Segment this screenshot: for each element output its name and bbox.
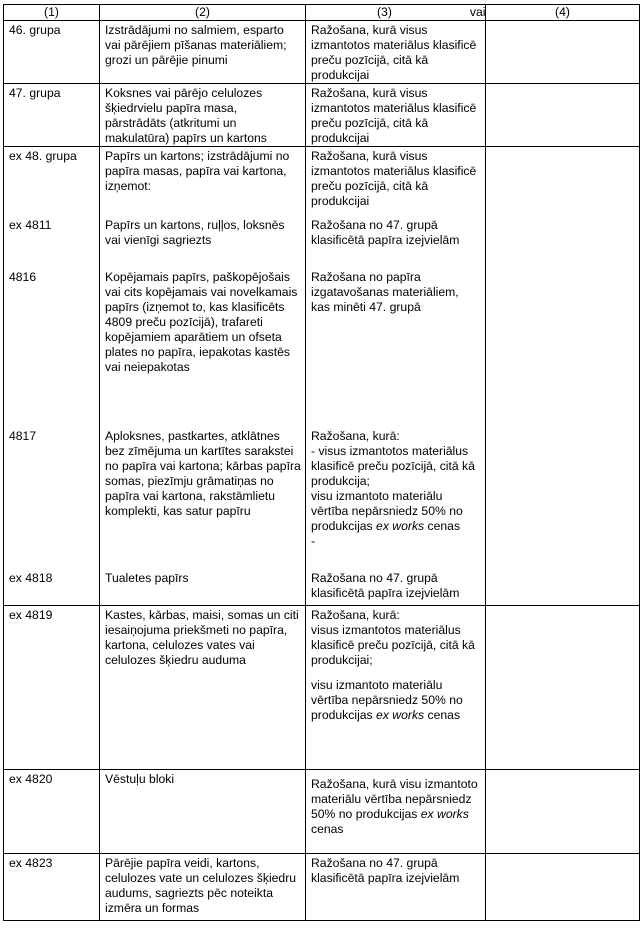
rule-item: visu izmantoto materiālu vērtība nepārsniedz 50% no produkcijas ex works cenas <box>311 489 463 533</box>
table-row <box>4 268 640 427</box>
row-code: 4816 <box>4 268 100 427</box>
row-alt-rule <box>486 21 640 84</box>
row-rule: Ražošana no 47. grupā klasificētā papīra izejvielām <box>306 569 486 606</box>
rule-intro: Ražošana, kurā: <box>311 608 400 622</box>
row-description: Papīrs un kartons, ruļļos, loksnēs vai vienīgi sagriezts <box>100 216 306 268</box>
rules-table <box>3 4 640 921</box>
rule-item: visu izmantoto materiālu vērtība nepārsniedz 50% no produkcijas ex works cenas <box>311 678 463 722</box>
row-code: ex 4823 <box>4 854 100 921</box>
row-description: Izstrādājumi no salmiem, esparto vai pārējiem pīšanas materiāliem; grozi un pārējie pinumi <box>100 21 306 84</box>
table-row <box>4 84 640 147</box>
row-description: Vēstuļu bloki <box>100 770 306 854</box>
row-code: ex 4811 <box>4 216 100 268</box>
table-row <box>4 21 640 84</box>
row-rule: Ražošana no 47. grupā klasificētā papīra izejvielām <box>306 216 486 268</box>
row-alt-rule <box>486 216 640 268</box>
row-code: ex 4819 <box>4 606 100 770</box>
row-rule <box>306 427 486 569</box>
table-row <box>4 854 640 921</box>
header-col4: (4) <box>486 5 640 21</box>
table-row <box>4 770 640 854</box>
row-code: ex 4820 <box>4 770 100 854</box>
header-col3: (3) vai <box>306 5 486 21</box>
row-description: Kastes, kārbas, maisi, somas un citi iesaiņojuma priekšmeti no papīra, kartona, celulozes vates vai celulozes šķiedru auduma <box>100 606 306 770</box>
row-description: Kopējamais papīrs, paškopējošais vai cits kopējamais vai novelkamais papīrs (izņemot to, kas klasificēts 4809 preču pozīcijā), trafareti kopējamiem aparātiem un ofseta plates no papīra, iepakotas kastēs vai neiepakotas <box>100 268 306 427</box>
row-alt-rule <box>486 854 640 921</box>
row-alt-rule <box>486 147 640 217</box>
row-rule: Ražošana no papīra izgatavošanas materiāliem, kas minēti 47. grupā <box>306 268 486 427</box>
row-code: ex 4818 <box>4 569 100 606</box>
header-col1: (1) <box>4 5 100 21</box>
row-code: 47. grupa <box>4 84 100 147</box>
table-row <box>4 427 640 569</box>
table-row <box>4 216 640 268</box>
table-header <box>4 5 640 21</box>
row-alt-rule <box>486 84 640 147</box>
table-row <box>4 569 640 606</box>
row-rule: Ražošana, kurā visus izmantotos materiālus klasificē preču pozīcijā, citā kā produkcijai <box>306 147 486 217</box>
header-vai: vai <box>469 5 486 19</box>
row-code: 4817 <box>4 427 100 569</box>
row-code: ex 48. grupa <box>4 147 100 217</box>
row-description: Koksnes vai pārējo celulozes šķiedrvielu papīra masa, pārstrādāts (atkritumi un makulatūra) papīrs un kartons <box>100 84 306 147</box>
row-description: Tualetes papīrs <box>100 569 306 606</box>
rule-intro: Ražošana, kurā: <box>311 429 400 443</box>
row-description: Pārējie papīra veidi, kartons, celulozes vate un celulozes šķiedru audums, sagriezts pēc noteikta izmēra un formas <box>100 854 306 921</box>
row-rule: Ražošana, kurā visu izmantoto materiālu vērtība nepārsniedz 50% no produkcijas ex works cenas <box>306 770 486 854</box>
rule-dash: - <box>311 534 316 548</box>
table-row <box>4 147 640 217</box>
row-alt-rule <box>486 770 640 854</box>
rule-item: visus izmantotos materiālus klasificē preču pozīcijā, citā kā produkcijai; <box>311 623 475 667</box>
row-alt-rule <box>486 268 640 427</box>
rule-item: - visus izmantotos materiālus klasificē preču pozīcijā, citā kā produkcija; <box>311 444 475 488</box>
row-rule <box>306 606 486 770</box>
row-code: 46. grupa <box>4 21 100 84</box>
row-description: Papīrs un kartons; izstrādājumi no papīra masas, papīra vai kartona, izņemot: <box>100 147 306 217</box>
row-rule: Ražošana, kurā visus izmantotos materiālus klasificē preču pozīcijā, citā kā produkcijai <box>306 21 486 84</box>
rules-of-origin-table-page <box>3 4 639 921</box>
row-alt-rule <box>486 427 640 569</box>
table-row <box>4 606 640 770</box>
row-description: Aploksnes, pastkartes, atklātnes bez zīmējuma un kartītes sarakstei no papīra vai kartona; kārbas papīra somas, piezīmju grāmatiņas no papīra vai kartona, rakstāmlietu komplekti, kas satur papīru <box>100 427 306 569</box>
row-alt-rule <box>486 569 640 606</box>
header-col2: (2) <box>100 5 306 21</box>
row-rule: Ražošana, kurā visus izmantotos materiālus klasificē preču pozīcijā, citā kā produkcijai <box>306 84 486 147</box>
row-rule: Ražošana no 47. grupā klasificētā papīra izejvielām <box>306 854 486 921</box>
row-alt-rule <box>486 606 640 770</box>
